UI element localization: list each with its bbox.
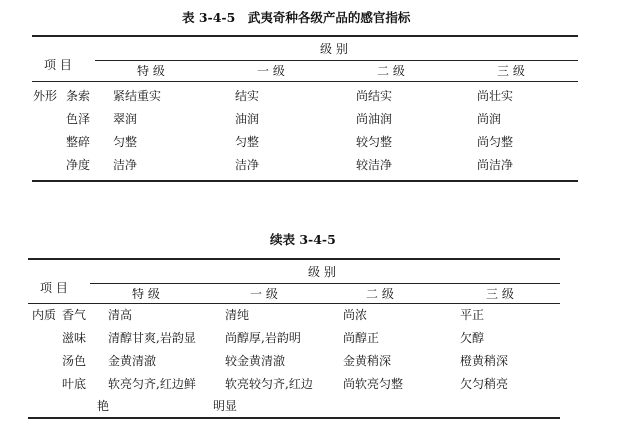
top-rule [32, 35, 578, 37]
grade-col-3: 二 级 [366, 287, 394, 301]
cell: 较匀整 [356, 135, 393, 149]
grade-col-3: 二 级 [377, 64, 405, 78]
cell: 尚软亮匀整 [343, 377, 404, 391]
cell: 橙黄稍深 [460, 354, 509, 368]
header-rule [90, 283, 560, 284]
cell: 较金黄清澈 [225, 354, 286, 368]
cell: 尚结实 [356, 89, 393, 103]
subheader-rule [28, 303, 560, 304]
row-label: 色泽 [66, 112, 91, 126]
item-header: 项 目 [44, 58, 72, 72]
subheader-rule [32, 81, 578, 82]
cell: 洁净 [113, 158, 138, 172]
cell: 尚润 [477, 112, 502, 126]
cell: 尚醇正 [343, 331, 380, 345]
grade-header: 级 别 [308, 265, 336, 279]
cell: 金黄清澈 [108, 354, 157, 368]
row-label: 条索 [66, 89, 91, 103]
cell: 金黄稍深 [343, 354, 392, 368]
cell: 清醇甘爽,岩韵显 [108, 331, 196, 345]
item-header: 项 目 [40, 281, 68, 295]
cell: 紧结重实 [113, 89, 162, 103]
grade-col-2: 一 级 [257, 64, 285, 78]
row-label: 滋味 [62, 331, 87, 345]
category-label: 内质 [32, 308, 57, 322]
cell-wrap: 艳 [97, 399, 110, 413]
cell: 匀整 [113, 135, 138, 149]
bottom-rule [28, 417, 560, 419]
grade-col-4: 三 级 [497, 64, 525, 78]
cell: 尚油润 [356, 112, 393, 126]
cell: 尚浓 [343, 308, 368, 322]
cell: 尚壮实 [477, 89, 514, 103]
cell-wrap: 明显 [213, 399, 238, 413]
cell: 结实 [235, 89, 260, 103]
grade-header: 级 别 [320, 42, 348, 56]
header-rule [95, 60, 578, 61]
grade-col-4: 三 级 [486, 287, 514, 301]
grade-col-2: 一 级 [250, 287, 278, 301]
cell: 欠醇 [460, 331, 485, 345]
bottom-rule [32, 180, 578, 182]
grade-col-1: 特 级 [132, 287, 160, 301]
cell: 油润 [235, 112, 260, 126]
cell: 欠匀稍亮 [460, 377, 509, 391]
category-label: 外形 [33, 89, 58, 103]
grade-col-1: 特 级 [137, 64, 165, 78]
cell: 较洁净 [356, 158, 393, 172]
row-label: 香气 [62, 308, 87, 322]
row-label: 叶底 [62, 377, 87, 391]
cell: 匀整 [235, 135, 260, 149]
cell: 尚洁净 [477, 158, 514, 172]
row-label: 净度 [66, 158, 91, 172]
cell: 尚醇厚,岩韵明 [225, 331, 301, 345]
cell: 翠润 [113, 112, 138, 126]
cell: 尚匀整 [477, 135, 514, 149]
cell: 平正 [460, 308, 485, 322]
cell: 洁净 [235, 158, 260, 172]
table-title: 续表 3-4-5 [270, 232, 336, 247]
cell: 清纯 [225, 308, 250, 322]
cell: 软亮匀齐,红边鲜 [108, 377, 196, 391]
top-rule [28, 258, 560, 260]
table-title: 表 3-4-5 武夷奇种各级产品的感官指标 [182, 10, 411, 25]
cell: 清高 [108, 308, 133, 322]
row-label: 汤色 [62, 354, 87, 368]
cell: 软亮较匀齐,红边 [225, 377, 313, 391]
row-label: 整碎 [66, 135, 91, 149]
